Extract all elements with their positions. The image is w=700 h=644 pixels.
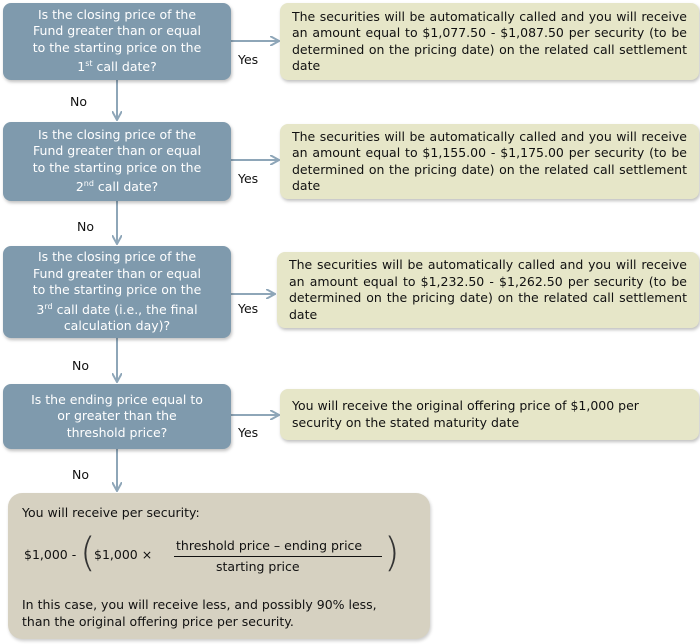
question-box-call-2 xyxy=(3,122,231,201)
formula-inner: $1,000 × xyxy=(94,547,153,562)
result-box-call-3 xyxy=(277,252,699,328)
call-ordinal: 2 xyxy=(75,179,84,195)
question-line: calculation day)? xyxy=(63,318,171,334)
yes-label-2: Yes xyxy=(238,171,259,186)
no-label-2: No xyxy=(77,219,94,234)
question-line: Fund greater than or equal xyxy=(33,143,201,159)
call-ordinal-suffix: nd xyxy=(83,179,94,189)
yes-label-4: Yes xyxy=(238,425,259,440)
question-line: Is the closing price of the xyxy=(37,126,197,142)
call-date-text: call date? xyxy=(93,179,159,195)
final-outcome-box xyxy=(8,493,430,639)
yes-label-1: Yes xyxy=(238,52,259,67)
right-paren: ) xyxy=(384,530,400,576)
payout-formula xyxy=(24,531,424,579)
call-date-text: call date? xyxy=(92,59,157,75)
question-box-call-1 xyxy=(3,3,231,80)
call-date-text: call date (i.e., the final xyxy=(52,301,198,317)
call-ordinal: 1 xyxy=(77,59,86,75)
question-line: to the starting price on the xyxy=(32,39,202,55)
question-line: Is the ending price equal to xyxy=(31,391,203,407)
call-ordinal-suffix: st xyxy=(85,59,93,69)
question-box-call-3 xyxy=(3,246,231,338)
question-line: to the starting price on the xyxy=(32,282,202,298)
question-line: Fund greater than or equal xyxy=(33,265,201,281)
final-note: In this case, you will receive less, and possibly 90% less, than the original offering price per security. xyxy=(22,597,377,629)
fraction-bar xyxy=(174,556,382,557)
result-text: The securities will be automatically called and you will receive an amount equal to $1,232.50 - $1,262.50 per security (to be determined on the pricing date) on the related call settlement date xyxy=(289,257,687,322)
no-label-4: No xyxy=(72,467,89,482)
question-line: Is the closing price of the xyxy=(37,249,197,265)
final-intro: You will receive per security: xyxy=(22,505,200,520)
question-line: to the starting price on the xyxy=(32,159,202,175)
question-box-threshold xyxy=(3,384,231,449)
result-box-threshold xyxy=(280,389,699,440)
no-label-3: No xyxy=(72,358,89,373)
question-line: threshold price? xyxy=(66,424,168,440)
formula-denominator: starting price xyxy=(216,559,300,574)
yes-label-3: Yes xyxy=(238,301,259,316)
call-ordinal: 3 xyxy=(36,301,45,317)
result-text: The securities will be automatically called and you will receive an amount equal to $1,077.50 - $1,087.50 per security (to be determined on the pricing date) on the related call settlement date xyxy=(292,8,687,73)
question-line: Is the closing price of the xyxy=(37,6,197,22)
question-line: Fund greater than or equal xyxy=(33,23,201,39)
result-box-call-1 xyxy=(280,3,699,80)
call-ordinal-suffix: rd xyxy=(44,301,53,311)
result-text: You will receive the original offering price of $1,000 per security on the stated maturity date xyxy=(292,398,639,430)
left-paren: ( xyxy=(80,530,96,576)
result-text: The securities will be automatically called and you will receive an amount equal to $1,155.00 - $1,175.00 per security (to be determined on the pricing date) on the related call settlement date xyxy=(292,128,687,193)
no-label-1: No xyxy=(70,94,87,109)
formula-lead: $1,000 - xyxy=(24,547,77,562)
result-box-call-2 xyxy=(280,124,699,199)
question-line: or greater than the xyxy=(57,408,177,424)
formula-numerator: threshold price – ending price xyxy=(176,538,363,553)
